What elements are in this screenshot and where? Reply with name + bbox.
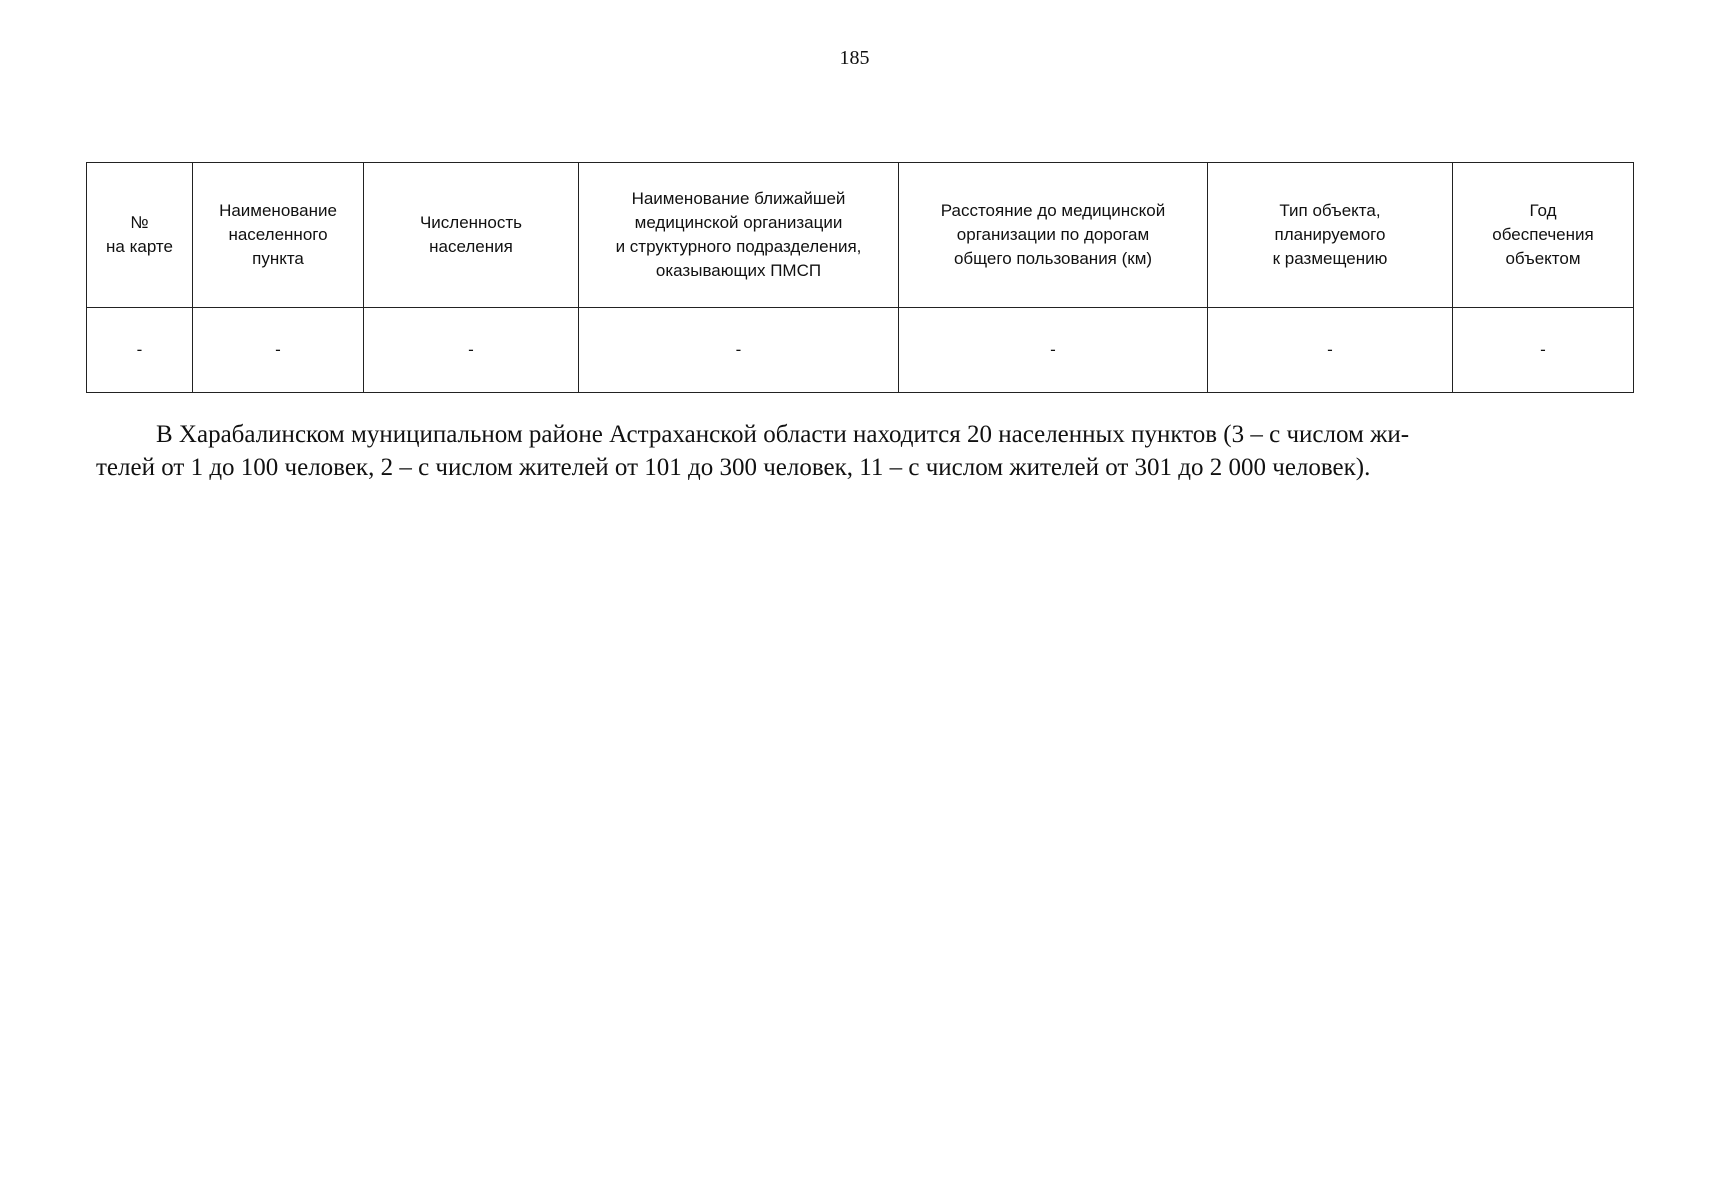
paragraph-line-2: телей от 1 до 100 человек, 2 – с числом жителей от 101 до 300 человек, 11 – с числом жителей от 301 до 2 000 человек). — [96, 454, 1371, 481]
table-cell: - — [87, 308, 193, 393]
table-cell: - — [193, 308, 364, 393]
header-nearest-medical-organization: Наименование ближайшей медицинской организации и структурного подразделения, оказывающих ПМСП — [579, 163, 899, 308]
table-header-row — [87, 163, 1634, 308]
header-object-type: Тип объекта, планируемого к размещению — [1208, 163, 1453, 308]
table-row — [87, 308, 1634, 393]
header-population: Численность населения — [364, 163, 579, 308]
page-number: 185 — [839, 47, 870, 69]
header-provision-year: Год обеспечения объектом — [1453, 163, 1634, 308]
header-map-number: № на карте — [87, 163, 193, 308]
table-cell: - — [899, 308, 1208, 393]
table-cell: - — [364, 308, 579, 393]
header-distance-km: Расстояние до медицинской организации по дорогам общего пользования (км) — [899, 163, 1208, 308]
medical-facilities-table — [86, 162, 1634, 393]
header-settlement-name: Наименование населенного пункта — [193, 163, 364, 308]
paragraph-line-1: В Харабалинском муниципальном районе Астраханской области находится 20 населенных пунктов (3 – с числом жи- — [156, 421, 1410, 448]
table-cell: - — [1208, 308, 1453, 393]
body-paragraph — [96, 418, 1612, 484]
table-cell: - — [1453, 308, 1634, 393]
table-cell: - — [579, 308, 899, 393]
